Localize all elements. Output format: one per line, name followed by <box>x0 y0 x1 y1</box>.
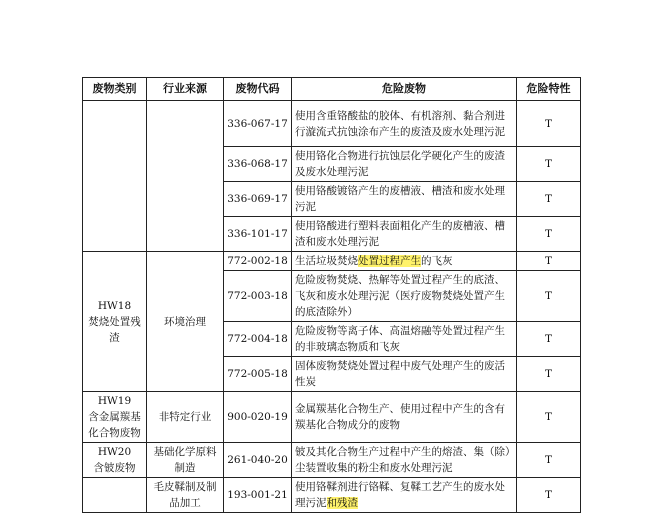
highlighted-text: 和残渣 <box>326 497 358 509</box>
hazard-property: T <box>517 443 581 478</box>
header-category: 废物类别 <box>83 78 147 101</box>
industry-cell-blank <box>147 101 224 252</box>
category-hw18-label: HW18 焚烧处置残渣 <box>88 299 141 344</box>
waste-description <box>292 478 517 513</box>
waste-code: 261-040-20 <box>224 443 292 478</box>
hazard-property: T <box>517 252 581 271</box>
table-row <box>83 392 581 443</box>
waste-code: 336-068-17 <box>224 147 292 182</box>
waste-description: 使用铬酸进行塑料表面粗化产生的废槽液、槽渣和废水处理污泥 <box>292 217 517 252</box>
waste-text: 的飞灰 <box>421 255 453 267</box>
waste-code: 900-020-19 <box>224 392 292 443</box>
waste-description: 使用铬酸镀铬产生的废槽液、槽渣和废水处理污泥 <box>292 182 517 217</box>
hazard-property: T <box>517 322 581 357</box>
waste-description: 使用含重铬酸盐的胶体、有机溶剂、黏合剂进行漩流式抗蚀涂布产生的废渣及废水处理污泥 <box>292 101 517 147</box>
hazardous-waste-table <box>82 77 581 513</box>
waste-text: 生活垃圾焚烧 <box>295 255 358 267</box>
waste-code: 193-001-21 <box>224 478 292 513</box>
waste-code: 772-004-18 <box>224 322 292 357</box>
category-cell-blank <box>83 101 147 252</box>
hazard-property: T <box>517 101 581 147</box>
hazard-property: T <box>517 392 581 443</box>
waste-code: 772-002-18 <box>224 252 292 271</box>
waste-text: 使用铬鞣剂进行铬鞣、复鞣工艺产生的废水处理污泥 <box>295 481 505 509</box>
industry-hw21: 毛皮鞣制及制品加工 <box>147 478 224 513</box>
industry-hw20: 基础化学原料制造 <box>147 443 224 478</box>
category-hw18 <box>83 252 147 392</box>
table-row <box>83 478 581 513</box>
industry-hw18: 环境治理 <box>147 252 224 392</box>
waste-code: 336-101-17 <box>224 217 292 252</box>
highlighted-text: 处置过程产生 <box>358 255 421 267</box>
waste-code: 336-067-17 <box>224 101 292 147</box>
industry-hw19: 非特定行业 <box>147 392 224 443</box>
header-code: 废物代码 <box>224 78 292 101</box>
hazard-property: T <box>517 357 581 392</box>
header-property: 危险特性 <box>517 78 581 101</box>
category-hw20 <box>83 443 147 478</box>
waste-description: 危险废物焚烧、热解等处置过程产生的底渣、飞灰和废水处理污泥（医疗废物焚烧处置产生的底渣除外） <box>292 271 517 322</box>
hazard-property: T <box>517 147 581 182</box>
header-industry: 行业来源 <box>147 78 224 101</box>
hazard-property: T <box>517 182 581 217</box>
category-hw21 <box>83 478 147 513</box>
table-row <box>83 101 581 147</box>
waste-description: 铍及其化合物生产过程中产生的熔渣、集（除）尘装置收集的粉尘和废水处理污泥 <box>292 443 517 478</box>
hazard-property: T <box>517 478 581 513</box>
table-row <box>83 443 581 478</box>
waste-description <box>292 252 517 271</box>
waste-description: 使用铬化合物进行抗蚀层化学硬化产生的废渣及废水处理污泥 <box>292 147 517 182</box>
table-row <box>83 252 581 271</box>
waste-code: 772-003-18 <box>224 271 292 322</box>
waste-code: 772-005-18 <box>224 357 292 392</box>
waste-description: 固体废物焚烧处置过程中废气处理产生的废活性炭 <box>292 357 517 392</box>
hazard-property: T <box>517 217 581 252</box>
table-header-row <box>83 78 581 101</box>
category-hw19 <box>83 392 147 443</box>
hazard-property: T <box>517 271 581 322</box>
waste-description: 金属羰基化合物生产、使用过程中产生的含有羰基化合物成分的废物 <box>292 392 517 443</box>
waste-description: 危险废物等离子体、高温熔融等处置过程产生的非玻璃态物质和飞灰 <box>292 322 517 357</box>
category-hw19-label: HW19 含金属羰基化合物废物 <box>88 395 141 439</box>
header-waste: 危险废物 <box>292 78 517 101</box>
category-hw20-label: HW20 含铍废物 <box>93 446 136 474</box>
waste-code: 336-069-17 <box>224 182 292 217</box>
